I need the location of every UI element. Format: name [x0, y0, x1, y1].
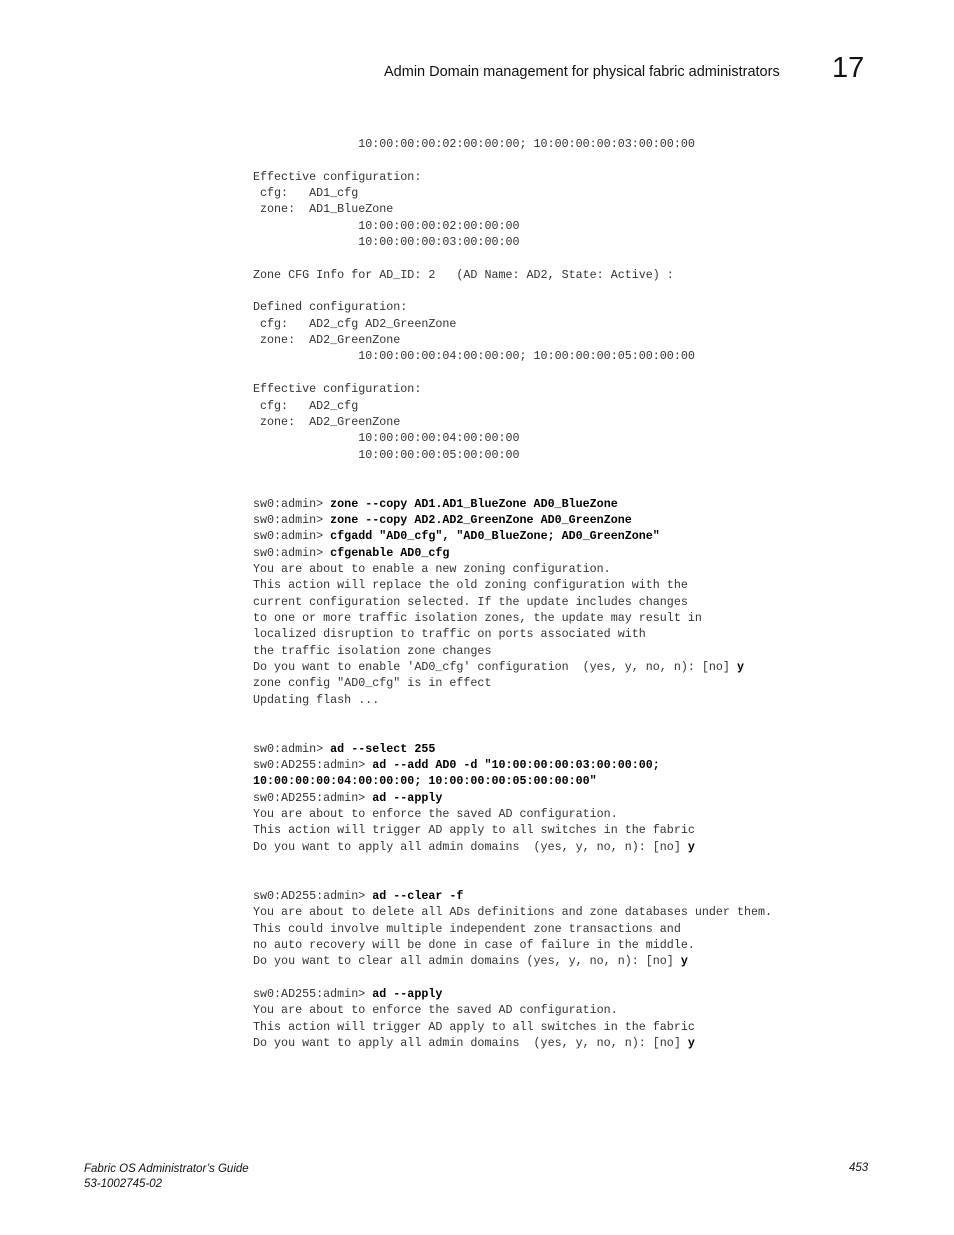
footer-page-number: 453 [849, 1162, 869, 1174]
code-line-text: 10:00:00:00:03:00:00:00 [253, 235, 520, 250]
code-line-text: sw0:admin> [253, 741, 331, 756]
code-line [253, 888, 772, 904]
code-line-text: You are about to enforce the saved AD configuration. [253, 1003, 618, 1018]
footer-guide-title: Fabric OS Administrator’s Guide [84, 1163, 249, 1175]
code-line-text: This action will replace the old zoning configuration with the [253, 578, 688, 593]
code-line-text: Do you want to apply all admin domains (yes, y, no, n): [no] [253, 1035, 688, 1050]
code-line [253, 447, 772, 463]
code-line-text: cfg: AD2_cfg [253, 398, 359, 413]
code-line-text: 10:00:00:00:04:00:00:00 [253, 431, 520, 446]
code-line [253, 839, 772, 855]
code-line [253, 692, 772, 708]
code-line-command: y [736, 660, 744, 674]
code-line-text: You are about to enforce the saved AD configuration. [253, 807, 618, 822]
footer-doc-number: 53-1002745-02 [84, 1178, 163, 1190]
code-line-command: 10:00:00:00:04:00:00:00; 10:00:00:00:05:00:00:00" [253, 774, 597, 789]
code-line-text: zone: AD2_GreenZone [253, 414, 401, 429]
code-line-text: 10:00:00:00:04:00:00:00; 10:00:00:00:05:00:00:00 [253, 349, 695, 364]
code-line [253, 594, 772, 610]
code-block-1 [253, 136, 772, 496]
code-line [253, 414, 772, 430]
code-line [253, 348, 772, 364]
code-line [253, 1035, 772, 1051]
code-line [253, 250, 772, 266]
running-header-title: Admin Domain management for physical fabric administrators [384, 64, 780, 80]
code-line [253, 381, 772, 397]
code-block-4 [253, 888, 772, 1051]
code-line-text: zone: AD1_BlueZone [253, 202, 394, 217]
code-line-text: current configuration selected. If the update includes changes [253, 594, 688, 609]
code-line-text: to one or more traffic isolation zones, the update may result in [253, 610, 702, 625]
code-line-text: sw0:admin> [253, 496, 331, 511]
code-line [253, 822, 772, 838]
code-line [253, 561, 772, 577]
code-line-text: 10:00:00:00:02:00:00:00; 10:00:00:00:03:00:00:00 [253, 137, 695, 151]
chapter-number: 17 [832, 52, 865, 84]
code-line-text: the traffic isolation zone changes [253, 643, 492, 658]
code-block-2 [253, 496, 772, 741]
code-line [253, 986, 772, 1002]
code-line-text: Do you want to clear all admin domains (yes, y, no, n): [no] [253, 954, 681, 969]
code-line [253, 365, 772, 381]
code-line [253, 169, 772, 185]
code-line-command: ad --select 255 [330, 741, 436, 756]
cli-example-code-block [253, 136, 772, 1051]
code-line [253, 790, 772, 806]
code-line-text: sw0:AD255:admin> [253, 888, 373, 903]
code-line-text: This could involve multiple independent zone transactions and [253, 921, 681, 936]
code-line [253, 267, 772, 283]
code-line [253, 741, 772, 757]
code-line-command: zone --copy AD2.AD2_GreenZone AD0_GreenZone [330, 512, 632, 527]
code-line [253, 234, 772, 250]
code-line [253, 430, 772, 446]
code-line-command: ad --apply [372, 986, 443, 1001]
code-line-command: cfgenable AD0_cfg [330, 545, 450, 560]
code-line [253, 528, 772, 544]
code-line [253, 152, 772, 168]
code-line-text: Do you want to enable 'AD0_cfg' configuration (yes, y, no, n): [no] [253, 660, 737, 674]
code-line-text: This action will trigger AD apply to all switches in the fabric [253, 1019, 695, 1034]
code-line [253, 299, 772, 315]
code-line-text: This action will trigger AD apply to all switches in the fabric [253, 823, 695, 838]
code-line-text: zone: AD2_GreenZone [253, 333, 401, 348]
code-line [253, 463, 772, 479]
code-line-text: zone config "AD0_cfg" is in effect [253, 676, 492, 691]
code-line [253, 626, 772, 642]
code-line [253, 921, 772, 937]
code-line [253, 185, 772, 201]
code-line-text: sw0:AD255:admin> [253, 758, 373, 773]
code-line-command: ad --clear -f [372, 888, 464, 903]
code-line-text: sw0:AD255:admin> [253, 790, 373, 805]
code-line [253, 201, 772, 217]
code-line [253, 1019, 772, 1035]
code-line [253, 136, 772, 152]
code-line [253, 675, 772, 691]
code-line-text: cfg: AD2_cfg AD2_GreenZone [253, 316, 457, 331]
code-line-command: y [687, 839, 695, 854]
code-line [253, 659, 772, 675]
code-line [253, 316, 772, 332]
code-line [253, 479, 772, 495]
code-line [253, 871, 772, 887]
code-line [253, 724, 772, 740]
code-line [253, 970, 772, 986]
code-line [253, 757, 772, 773]
code-line-text: sw0:AD255:admin> [253, 986, 373, 1001]
code-line-text: cfg: AD1_cfg [253, 186, 359, 201]
code-line-text: Do you want to apply all admin domains (yes, y, no, n): [no] [253, 839, 688, 854]
code-line-text: sw0:admin> [253, 512, 331, 527]
code-line-text: sw0:admin> [253, 545, 331, 560]
code-line [253, 398, 772, 414]
code-line-text: no auto recovery will be done in case of failure in the middle. [253, 937, 695, 952]
code-line-command: ad --add AD0 -d "10:00:00:00:03:00:00:00; [372, 758, 660, 773]
code-line [253, 953, 772, 969]
code-line [253, 904, 772, 920]
code-line-text: Zone CFG Info for AD_ID: 2 (AD Name: AD2, State: Active) : [253, 267, 674, 282]
code-line [253, 218, 772, 234]
code-line-command: zone --copy AD1.AD1_BlueZone AD0_BlueZone [330, 496, 618, 511]
code-line [253, 773, 772, 789]
code-line-text: You are about to enable a new zoning configuration. [253, 561, 611, 576]
code-line-text: Effective configuration: [253, 382, 422, 397]
code-line [253, 937, 772, 953]
code-line-text: localized disruption to traffic on ports associated with [253, 627, 646, 642]
code-line [253, 806, 772, 822]
code-line-command: cfgadd "AD0_cfg", "AD0_BlueZone; AD0_GreenZone" [330, 529, 660, 544]
code-line-text: 10:00:00:00:02:00:00:00 [253, 218, 520, 233]
code-line [253, 708, 772, 724]
code-line [253, 1002, 772, 1018]
code-line [253, 332, 772, 348]
code-line-text: Defined configuration: [253, 300, 408, 315]
footer-doc-info [84, 1162, 249, 1192]
code-line-text: 10:00:00:00:05:00:00:00 [253, 447, 520, 462]
code-line-text: Updating flash ... [253, 692, 380, 707]
code-line-command: y [680, 954, 688, 969]
code-line [253, 512, 772, 528]
code-line [253, 496, 772, 512]
code-line-text: sw0:admin> [253, 529, 331, 544]
code-line [253, 283, 772, 299]
code-line [253, 545, 772, 561]
code-line [253, 643, 772, 659]
code-line-text: Effective configuration: [253, 169, 422, 184]
code-line [253, 855, 772, 871]
code-line [253, 610, 772, 626]
code-line-text: You are about to delete all ADs definitions and zone databases under them. [253, 905, 773, 920]
code-block-3 [253, 741, 772, 888]
code-line [253, 577, 772, 593]
code-line-command: ad --apply [372, 790, 443, 805]
code-line-command: y [687, 1035, 695, 1050]
